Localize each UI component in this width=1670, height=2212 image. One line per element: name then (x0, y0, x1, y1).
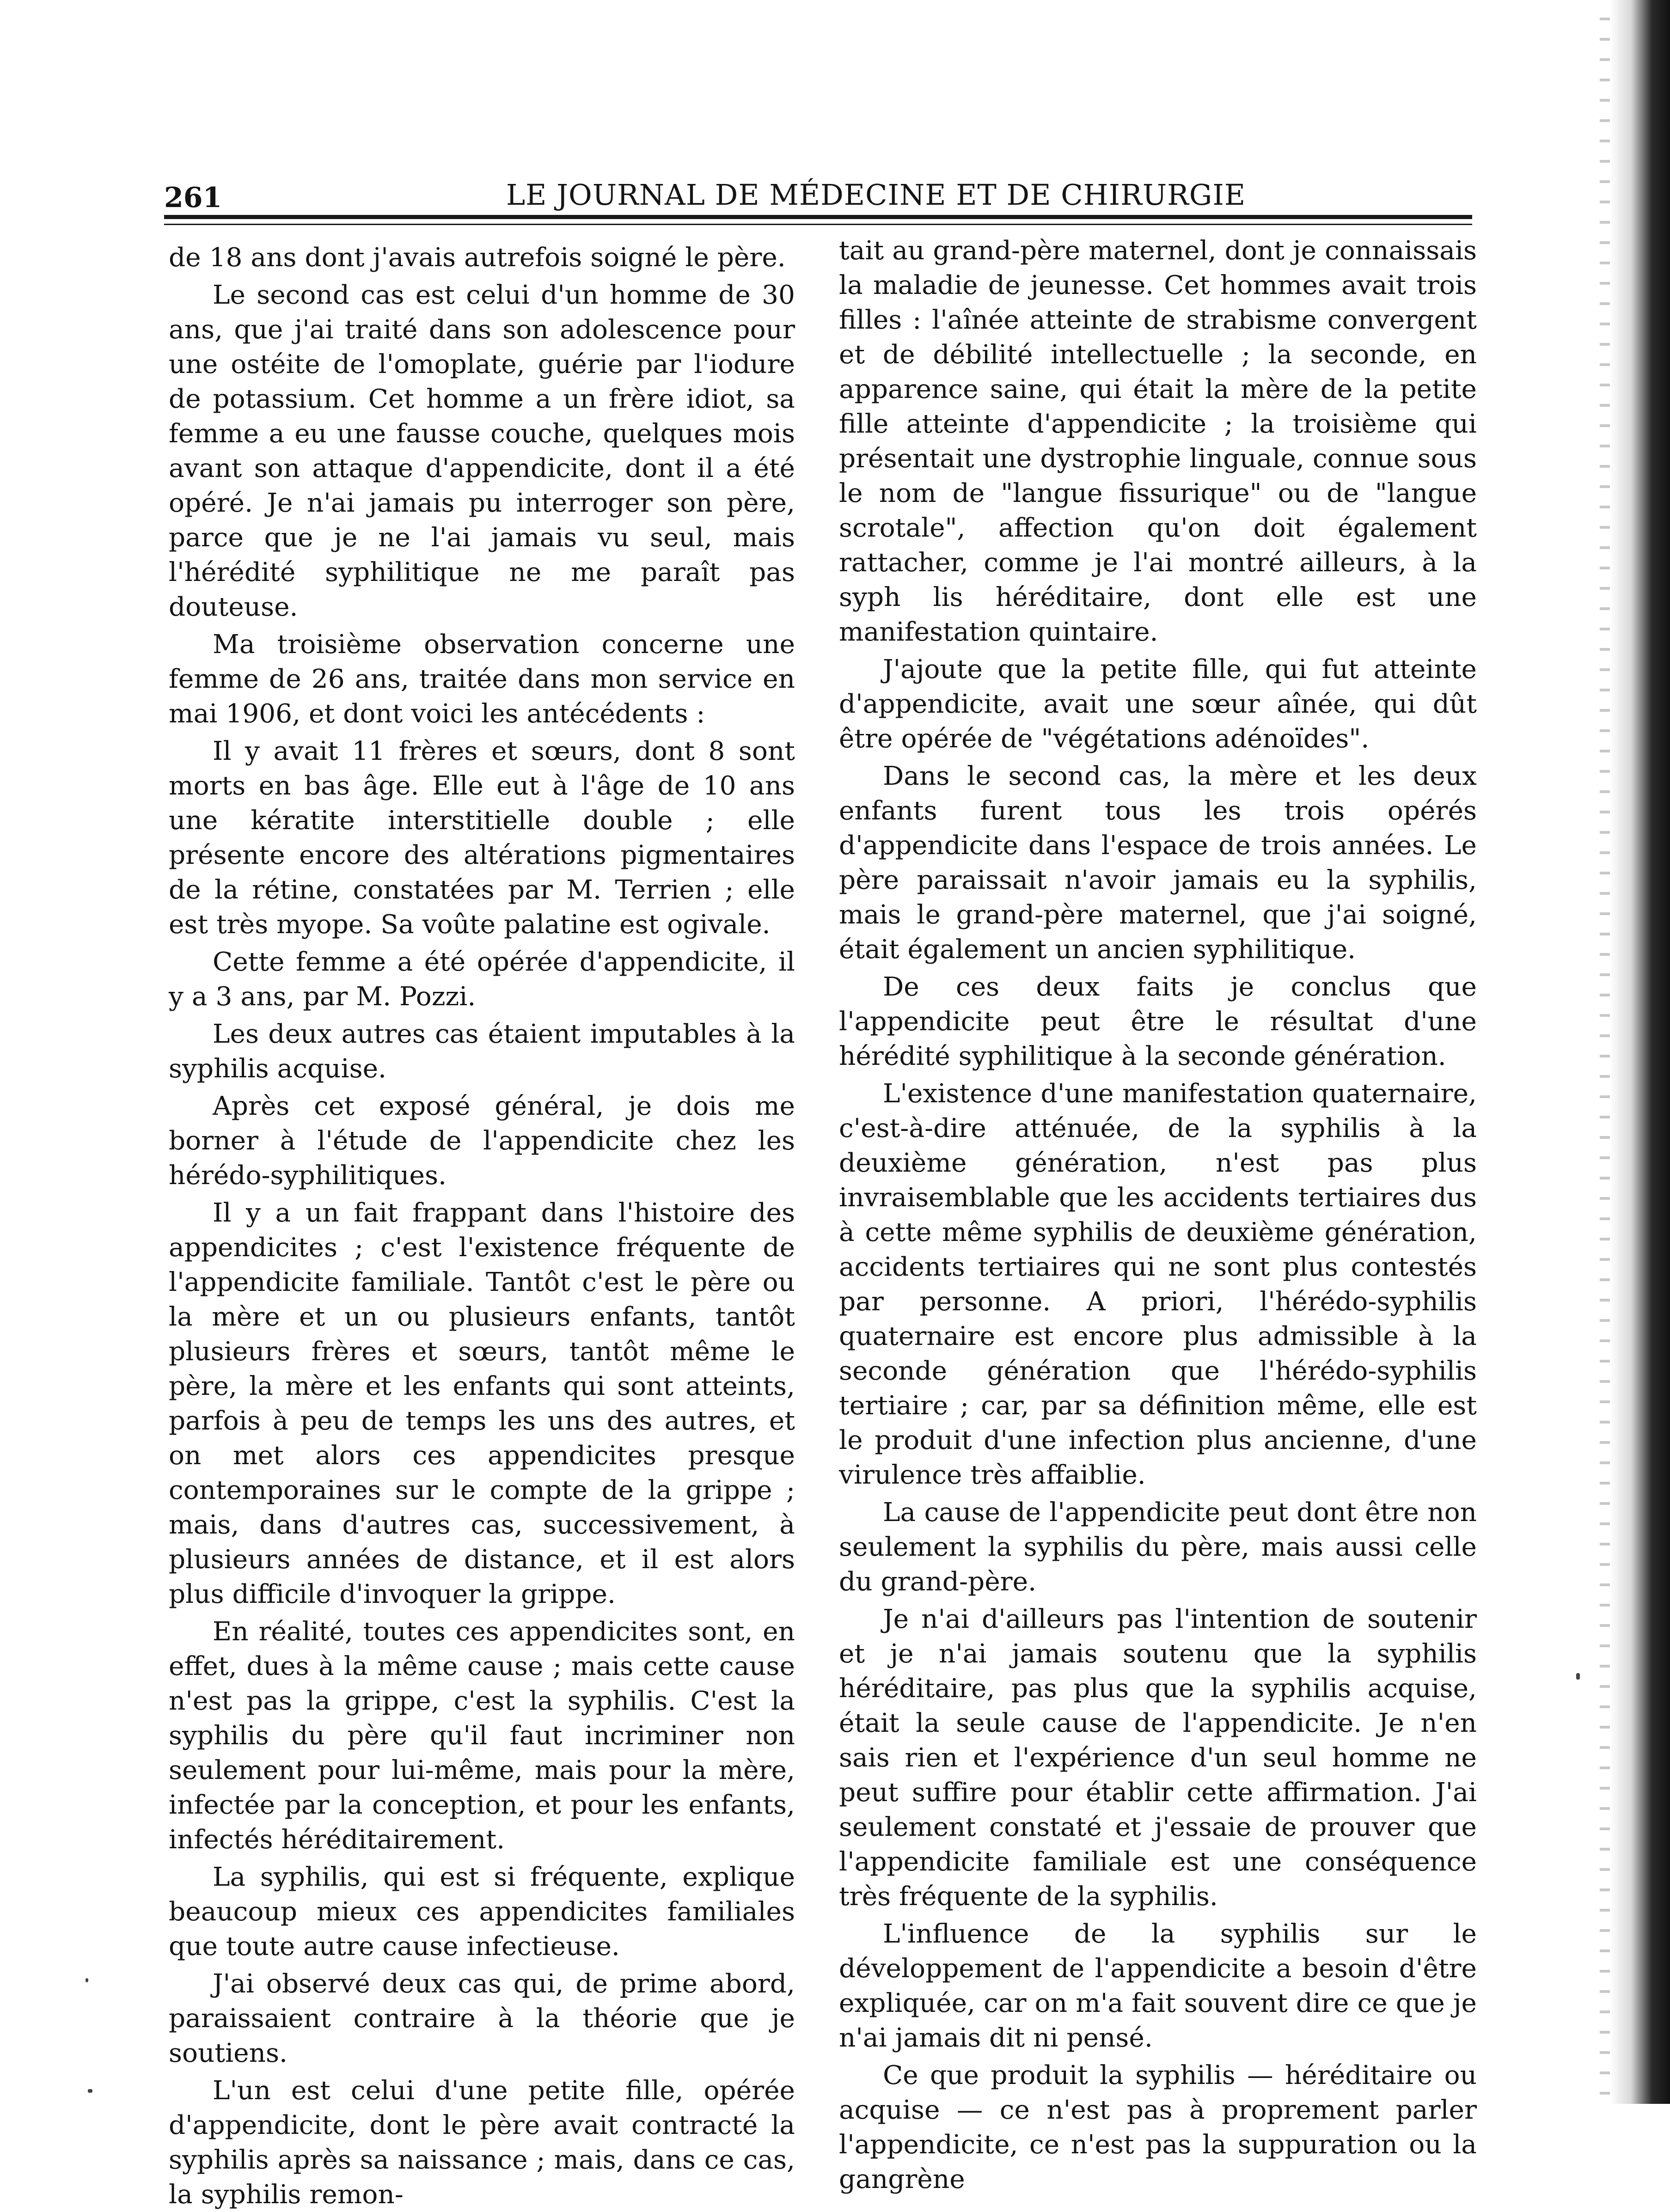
paragraph: Les deux autres cas étaient imputables à la syphilis acquise. (169, 1019, 795, 1084)
header-rule-thick (164, 215, 1472, 219)
scan-page-edge (1610, 0, 1670, 2104)
paragraph: La syphilis, qui est si fréquente, explique beaucoup mieux ces appendicites familiales que toute autre cause infectieuse. (169, 1862, 795, 1961)
scan-speck (86, 1978, 88, 1982)
journal-title: LE JOURNAL DE MÉDECINE ET DE CHIRURGIE (506, 178, 1246, 212)
paragraph: Dans le second cas, la mère et les deux enfants furent tous les trois opérés d'appendicite dans l'espace de trois années. Le père paraissait n'avoir jamais eu la syphilis, mais le grand-père maternel, que j'ai soigné, était également un ancien syphilitique. (839, 761, 1477, 965)
paragraph: En réalité, toutes ces appendicites sont, en effet, dues à la même cause ; mais cette cause n'est pas la grippe, c'est la syphilis. C'est la syphilis du père qu'il faut incriminer non seulement pour lui-même, mais pour la mère, infectée par la conception, et pour les enfants, infectés héréditairement. (169, 1617, 795, 1855)
paragraph: Il y avait 11 frères et sœurs, dont 8 sont morts en bas âge. Elle eut à l'âge de 10 ans une kératite interstitielle double ; elle présente encore des altérations pigmentaires de la rétine, constatées par M. Terrien ; elle est très myope. Sa voûte palatine est ogivale. (169, 736, 795, 940)
paragraph: L'un est celui d'une petite fille, opérée d'appendicite, dont le père avait contracté la syphilis après sa naissance ; mais, dans ce cas, la syphilis remon- (169, 2076, 795, 2210)
page-number: 261 (164, 182, 222, 214)
paragraph: L'existence d'une manifestation quaternaire, c'est-à-dire atténuée, de la syphilis à la deuxième génération, n'est pas plus invraisemblable que les accidents tertiaires dus à cette même syphilis de deuxième génération, accidents tertiaires qui ne sont plus contestés par personne. A priori, l'hérédo-syphilis quaternaire est encore plus admissible à la seconde génération que l'hérédo-syphilis tertiaire ; car, par sa définition même, elle est le produit d'une infection plus ancienne, d'une virulence très affaiblie. (839, 1079, 1477, 1490)
header-rule-thin (164, 224, 1472, 225)
paragraph: Je n'ai d'ailleurs pas l'intention de soutenir et je n'ai jamais soutenu que la syphilis héréditaire, pas plus que la syphilis acquise, était la seule cause de l'appendicite. Je n'en sais rien et l'expérience d'un seul homme ne peut suffire pour établir cette affirmation. J'ai seulement constaté et j'essaie de prouver que l'appendicite familiale est une conséquence très fréquente de la syphilis. (839, 1604, 1477, 1912)
paragraph: Après cet exposé général, je dois me borner à l'étude de l'appendicite chez les hérédo-syphilitiques. (169, 1091, 795, 1191)
scan-speck (1576, 1673, 1580, 1680)
left-column (169, 240, 795, 2210)
paragraph: Il y a un fait frappant dans l'histoire des appendicites ; c'est l'existence fréquente de l'appendicite familiale. Tantôt c'est le père ou la mère et un ou plusieurs enfants, tantôt plusieurs frères et sœurs, tantôt même le père, la mère et les enfants qui sont atteints, parfois à peu de temps les uns des autres, et on met alors ces appendicites presque contemporaines sur le compte de la grippe ; mais, dans d'autres cas, successivement, à plusieurs années de distance, et il est alors plus difficile d'invoquer la grippe. (169, 1198, 795, 1609)
right-column (839, 233, 1477, 2194)
paragraph: de 18 ans dont j'avais autrefois soigné le père. (169, 243, 786, 273)
paragraph: L'influence de la syphilis sur le développement de l'appendicite a besoin d'être expliquée, car on m'a fait souvent dire ce que je n'ai jamais dit ni pensé. (839, 1919, 1477, 2053)
paragraph: La cause de l'appendicite peut dont être non seulement la syphilis du père, mais aussi celle du grand-père. (839, 1497, 1477, 1597)
paragraph: De ces deux faits je conclus que l'appendicite peut être le résultat d'une hérédité syphilitique à la seconde génération. (839, 972, 1477, 1071)
paragraph: Le second cas est celui d'un homme de 30 ans, que j'ai traité dans son adolescence pour une ostéite de l'omoplate, guérie par l'iodure de potassium. Cet homme a un frère idiot, sa femme a eu une fausse couche, quelques mois avant son attaque d'appendicite, dont il a été opéré. Je n'ai jamais pu interroger son père, parce que je ne l'ai jamais vu seul, mais l'hérédité syphilitique ne me paraît pas douteuse. (169, 280, 795, 622)
paragraph: Ma troisième observation concerne une femme de 26 ans, traitée dans mon service en mai 1906, et dont voici les antécédents : (169, 629, 795, 729)
paragraph: J'ajoute que la petite fille, qui fut atteinte d'appendicite, avait une sœur aînée, qui dût être opérée de "végétations adénoïdes". (839, 654, 1477, 754)
paragraph: Cette femme a été opérée d'appendicite, il y a 3 ans, par M. Pozzi. (169, 947, 795, 1012)
page-header (164, 173, 1472, 215)
scan-binding-shadow (1600, 0, 1610, 2104)
paragraph: J'ai observé deux cas qui, de prime abord, paraissaient contraire à la théorie que je soutiens. (169, 1969, 795, 2068)
paragraph: Ce que produit la syphilis — héréditaire ou acquise — ce n'est pas à proprement parler l'appendicite, ce n'est pas la suppuration ou la gangrène (839, 2060, 1477, 2194)
scan-speck (88, 2089, 92, 2093)
paragraph: tait au grand-père maternel, dont je connaissais la maladie de jeunesse. Cet hommes avait trois filles : l'aînée atteinte de strabisme convergent et de débilité intellectuelle ; la seconde, en apparence saine, qui était la mère de la petite fille atteinte d'appendicite ; la troisième qui présentait une dystrophie linguale, connue sous le nom de "langue fissurique" ou de "langue scrotale", affection qu'on doit également rattacher, comme je l'ai montré ailleurs, à la syph lis héréditaire, dont elle est une manifestation quintaire. (839, 236, 1477, 647)
